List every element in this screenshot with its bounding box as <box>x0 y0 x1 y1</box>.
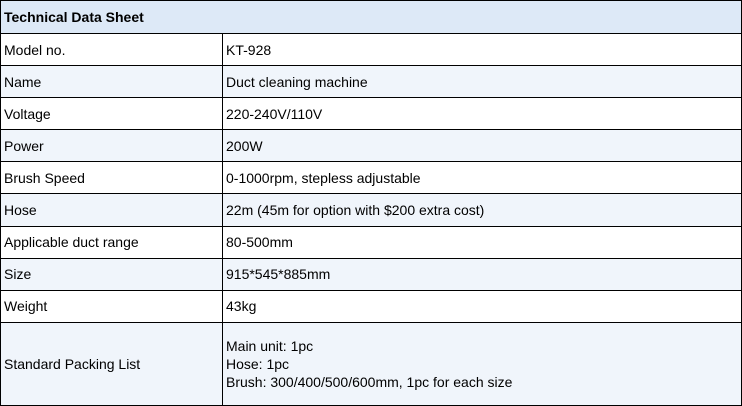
row-label-name: Name <box>1 66 223 98</box>
row-value-voltage: 220-240V/110V <box>223 98 742 130</box>
row-label-power: Power <box>1 130 223 162</box>
row-value-model-no: KT-928 <box>223 34 742 66</box>
table-title-row <box>1 1 742 34</box>
row-label-weight: Weight <box>1 290 223 322</box>
row-value-weight: 43kg <box>223 290 742 322</box>
packing-line-hose: Hose: 1pc <box>226 355 290 372</box>
table-row <box>1 290 742 322</box>
row-value-duct-range: 80-500mm <box>223 226 742 258</box>
table-row <box>1 226 742 258</box>
table-row <box>1 322 742 405</box>
row-value-name: Duct cleaning machine <box>223 66 742 98</box>
row-label-voltage: Voltage <box>1 98 223 130</box>
row-label-model-no: Model no. <box>1 34 223 66</box>
row-value-hose: 22m (45m for option with $200 extra cost) <box>223 194 742 226</box>
row-value-power: 200W <box>223 130 742 162</box>
row-label-packing-list: Standard Packing List <box>1 322 223 405</box>
table-row <box>1 130 742 162</box>
packing-line-brush: Brush: 300/400/500/600mm, 1pc for each size <box>226 373 513 390</box>
packing-line-main-unit: Main unit: 1pc <box>226 337 314 354</box>
table-row <box>1 34 742 66</box>
table-row <box>1 162 742 194</box>
row-label-size: Size <box>1 258 223 290</box>
table-row <box>1 98 742 130</box>
row-value-packing-list <box>223 322 742 405</box>
row-value-brush-speed: 0-1000rpm, stepless adjustable <box>223 162 742 194</box>
table-title: Technical Data Sheet <box>1 1 742 34</box>
row-label-hose: Hose <box>1 194 223 226</box>
row-value-size: 915*545*885mm <box>223 258 742 290</box>
table-row <box>1 258 742 290</box>
table-row <box>1 194 742 226</box>
row-label-duct-range: Applicable duct range <box>1 226 223 258</box>
row-label-brush-speed: Brush Speed <box>1 162 223 194</box>
table-row <box>1 66 742 98</box>
